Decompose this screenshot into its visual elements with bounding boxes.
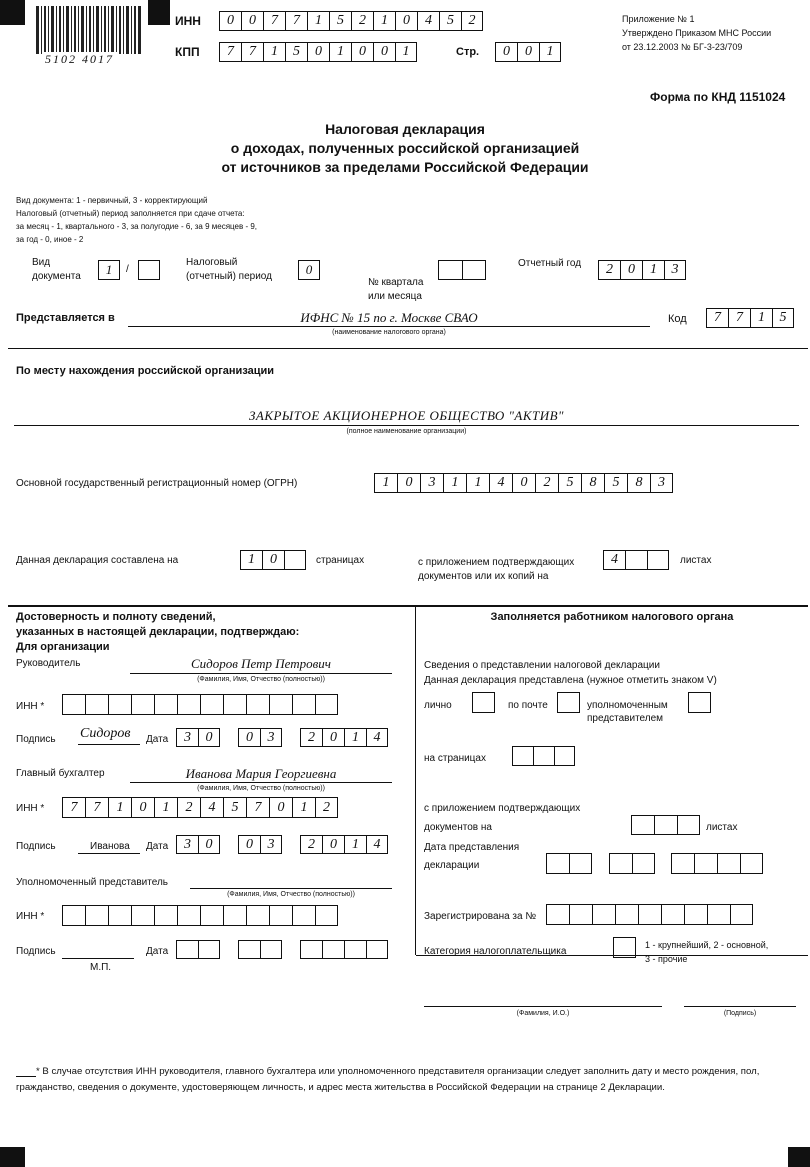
inn-digit-cell[interactable]: 1 bbox=[373, 11, 395, 31]
pages-label: Данная декларация составлена на bbox=[16, 555, 179, 566]
date-digit-cell[interactable]: 1 bbox=[344, 728, 366, 747]
year-digit-cell[interactable]: 1 bbox=[642, 260, 664, 280]
on-pages-digit-cell[interactable] bbox=[533, 746, 554, 766]
accountant-date-day bbox=[176, 835, 220, 854]
rep-date-month bbox=[238, 940, 282, 959]
rep-checkbox-label: уполномоченным bbox=[587, 700, 668, 711]
period-label: (отчетный) период bbox=[186, 271, 272, 282]
kpp-digit-cell[interactable]: 5 bbox=[285, 42, 307, 62]
corner-marker bbox=[0, 0, 25, 25]
registered-digit-cell[interactable] bbox=[661, 904, 684, 925]
attach-digit-cell[interactable] bbox=[625, 550, 647, 570]
code-digit-cell[interactable]: 5 bbox=[772, 308, 794, 328]
date-digit-cell[interactable]: 3 bbox=[176, 835, 198, 854]
inn-digit-cell[interactable]: 0 bbox=[241, 11, 263, 31]
note-line: Налоговый (отчетный) период заполняется при сдаче отчета: bbox=[16, 209, 245, 218]
accountant-name-line bbox=[130, 782, 392, 783]
ogrn-digit-cell[interactable]: 5 bbox=[558, 473, 581, 493]
document-title bbox=[190, 120, 620, 177]
rt-attach-digit-cell[interactable] bbox=[654, 815, 677, 835]
appendix-line: Утверждено Приказом МНС России bbox=[622, 28, 772, 38]
accountant-inn-digit-cell[interactable]: 7 bbox=[62, 797, 85, 818]
doc-type-slash: / bbox=[126, 264, 129, 275]
submission-digit-cell[interactable] bbox=[717, 853, 740, 874]
registered-label: Зарегистрирована за № bbox=[424, 911, 537, 922]
kpp-label: КПП bbox=[175, 45, 200, 59]
rep-inn-digit-cell[interactable] bbox=[62, 905, 85, 926]
by-mail-label: по почте bbox=[508, 700, 548, 711]
doc-type-label: Вид bbox=[32, 257, 51, 268]
accountant-label: Главный бухгалтер bbox=[16, 768, 105, 779]
location-label: По месту нахождения российской организации bbox=[16, 365, 275, 377]
inn-digit-cell[interactable]: 7 bbox=[263, 11, 285, 31]
date-digit-cell[interactable] bbox=[300, 940, 322, 959]
accountant-date-year bbox=[300, 835, 388, 854]
corner-marker bbox=[788, 1147, 810, 1167]
date-digit-cell[interactable]: 3 bbox=[260, 728, 282, 747]
doc-correction-value[interactable] bbox=[138, 260, 160, 280]
head-inn-digit-cell[interactable] bbox=[131, 694, 154, 715]
right-heading: Заполняется работником налогового органа bbox=[490, 611, 734, 623]
officer-name-line bbox=[424, 1006, 662, 1007]
attach-digit-cell[interactable] bbox=[647, 550, 669, 570]
column-divider bbox=[415, 605, 416, 955]
ogrn-digit-cell[interactable]: 8 bbox=[627, 473, 650, 493]
submission-month bbox=[609, 853, 655, 874]
accountant-inn-digit-cell[interactable]: 1 bbox=[108, 797, 131, 818]
quarter-label: № квартала bbox=[368, 277, 424, 288]
ogrn-digit-cell[interactable]: 4 bbox=[489, 473, 512, 493]
accountant-inn-digit-cell[interactable]: 1 bbox=[154, 797, 177, 818]
accountant-inn-digit-cell[interactable]: 0 bbox=[269, 797, 292, 818]
note-line: Вид документа: 1 - первичный, 3 - корректирующий bbox=[16, 196, 208, 205]
accountant-inn-cells bbox=[62, 797, 338, 818]
accountant-inn-digit-cell[interactable]: 0 bbox=[131, 797, 154, 818]
section-divider bbox=[8, 348, 808, 349]
head-date-day bbox=[176, 728, 220, 747]
ogrn-digit-cell[interactable]: 1 bbox=[374, 473, 397, 493]
head-label: Руководитель bbox=[16, 658, 81, 669]
head-name-line bbox=[130, 673, 392, 674]
ogrn-digit-cell[interactable]: 0 bbox=[512, 473, 535, 493]
appendix-line: от 23.12.2003 № БГ-3-23/709 bbox=[622, 42, 743, 52]
registered-digit-cell[interactable] bbox=[684, 904, 707, 925]
date-digit-cell[interactable] bbox=[344, 940, 366, 959]
accountant-inn-digit-cell[interactable]: 5 bbox=[223, 797, 246, 818]
date-digit-cell[interactable]: 2 bbox=[300, 835, 322, 854]
title-line: Налоговая декларация bbox=[325, 121, 485, 137]
officer-sign-caption: (Подпись) bbox=[723, 1010, 757, 1017]
inn-digit-cell[interactable]: 2 bbox=[351, 11, 373, 31]
kpp-digit-cell[interactable]: 7 bbox=[219, 42, 241, 62]
year-digit-cell[interactable]: 0 bbox=[620, 260, 642, 280]
accountant-inn-label: ИНН * bbox=[16, 803, 45, 814]
rep-sign-label: Подпись bbox=[16, 946, 56, 957]
ogrn-digit-cell[interactable]: 3 bbox=[650, 473, 673, 493]
kpp-digit-cell[interactable]: 1 bbox=[263, 42, 285, 62]
rep-inn-digit-cell[interactable] bbox=[200, 905, 223, 926]
date-digit-cell[interactable]: 0 bbox=[322, 835, 344, 854]
fio-caption: (Фамилия, Имя, Отчество (полностью)) bbox=[197, 676, 325, 683]
inn-cells bbox=[219, 11, 483, 31]
officer-name-caption: (Фамилия, И.О.) bbox=[516, 1010, 570, 1017]
period-value[interactable]: 0 bbox=[298, 260, 320, 280]
year-cells bbox=[598, 260, 686, 280]
date-digit-cell[interactable]: 0 bbox=[198, 728, 220, 747]
date-digit-cell[interactable]: 4 bbox=[366, 835, 388, 854]
head-inn-digit-cell[interactable] bbox=[292, 694, 315, 715]
fio-caption: (Фамилия, Имя, Отчество (полностью)) bbox=[227, 891, 355, 898]
registered-digit-cell[interactable] bbox=[707, 904, 730, 925]
head-name[interactable]: Сидоров Петр Петрович bbox=[191, 656, 331, 671]
accountant-inn-digit-cell[interactable]: 4 bbox=[200, 797, 223, 818]
quarter-cell[interactable] bbox=[438, 260, 462, 280]
year-digit-cell[interactable]: 2 bbox=[598, 260, 620, 280]
inn-digit-cell[interactable]: 0 bbox=[219, 11, 241, 31]
head-inn-digit-cell[interactable] bbox=[246, 694, 269, 715]
accountant-inn-digit-cell[interactable]: 1 bbox=[292, 797, 315, 818]
head-sign-line bbox=[78, 744, 140, 745]
date-digit-cell[interactable]: 3 bbox=[260, 835, 282, 854]
head-inn-digit-cell[interactable] bbox=[108, 694, 131, 715]
accountant-date-month bbox=[238, 835, 282, 854]
rep-inn-digit-cell[interactable] bbox=[315, 905, 338, 926]
ogrn-digit-cell[interactable]: 8 bbox=[581, 473, 604, 493]
rt-attach-digit-cell[interactable] bbox=[677, 815, 700, 835]
date-digit-cell[interactable] bbox=[322, 940, 344, 959]
lower-divider bbox=[8, 605, 808, 607]
code-digit-cell[interactable]: 7 bbox=[706, 308, 728, 328]
kpp-digit-cell[interactable]: 1 bbox=[329, 42, 351, 62]
ogrn-cells bbox=[374, 473, 673, 493]
date-digit-cell[interactable] bbox=[260, 940, 282, 959]
accountant-sign-line bbox=[78, 853, 140, 854]
head-inn-digit-cell[interactable] bbox=[85, 694, 108, 715]
pages-digit-cell[interactable]: 1 bbox=[240, 550, 262, 570]
accountant-sign-label: Подпись bbox=[16, 841, 56, 852]
attach-cells bbox=[603, 550, 669, 570]
attach-unit: листах bbox=[680, 555, 712, 566]
code-cells bbox=[706, 308, 794, 328]
by-mail-checkbox[interactable] bbox=[557, 692, 580, 713]
submission-date-label: декларации bbox=[424, 860, 480, 871]
inn-digit-cell[interactable]: 5 bbox=[439, 11, 461, 31]
right-info: Данная декларация представлена (нужное отметить знаком V) bbox=[424, 675, 717, 686]
pages-unit: страницах bbox=[316, 555, 365, 566]
head-date-month bbox=[238, 728, 282, 747]
ogrn-digit-cell[interactable]: 3 bbox=[420, 473, 443, 493]
tax-office-caption: (наименование налогового органа) bbox=[332, 329, 446, 336]
accountant-inn-digit-cell[interactable]: 2 bbox=[315, 797, 338, 818]
date-digit-cell[interactable] bbox=[238, 940, 260, 959]
date-digit-cell[interactable] bbox=[366, 940, 388, 959]
attach-label: с приложением подтверждающих bbox=[418, 557, 575, 568]
fio-caption: (Фамилия, Имя, Отчество (полностью)) bbox=[197, 785, 325, 792]
page-label: Стр. bbox=[456, 46, 480, 58]
date-digit-cell[interactable] bbox=[176, 940, 198, 959]
tax-office-name[interactable]: ИФНС № 15 по г. Москве СВАО bbox=[300, 310, 478, 325]
submitted-line bbox=[128, 326, 650, 327]
on-pages-digit-cell[interactable] bbox=[554, 746, 575, 766]
inn-digit-cell[interactable]: 4 bbox=[417, 11, 439, 31]
code-digit-cell[interactable]: 1 bbox=[750, 308, 772, 328]
notes bbox=[16, 194, 257, 246]
period-cells bbox=[298, 260, 323, 280]
rep-name-line bbox=[190, 888, 392, 889]
quarter-cell[interactable] bbox=[462, 260, 486, 280]
period-label: Налоговый bbox=[186, 257, 238, 268]
head-date-year bbox=[300, 728, 388, 747]
rep-checkbox[interactable] bbox=[688, 692, 711, 713]
date-digit-cell[interactable] bbox=[198, 940, 220, 959]
left-heading: Достоверность и полноту сведений, bbox=[16, 611, 216, 623]
date-digit-cell[interactable]: 0 bbox=[198, 835, 220, 854]
submission-digit-cell[interactable] bbox=[671, 853, 694, 874]
head-inn-digit-cell[interactable] bbox=[154, 694, 177, 715]
title-line: о доходах, полученных российской организацией bbox=[230, 140, 580, 156]
pages-digit-cell[interactable] bbox=[284, 550, 306, 570]
head-inn-digit-cell[interactable] bbox=[223, 694, 246, 715]
submission-digit-cell[interactable] bbox=[632, 853, 655, 874]
rt-attach-unit: листах bbox=[706, 822, 738, 833]
registered-digit-cell[interactable] bbox=[592, 904, 615, 925]
code-label: Код bbox=[668, 313, 687, 325]
rep-date-day bbox=[176, 940, 220, 959]
stamp-place: М.П. bbox=[90, 962, 112, 973]
accountant-inn-digit-cell[interactable]: 2 bbox=[177, 797, 200, 818]
submission-digit-cell[interactable] bbox=[740, 853, 763, 874]
kpp-digit-cell[interactable]: 1 bbox=[395, 42, 417, 62]
head-inn-cells bbox=[62, 694, 338, 715]
submitted-label: Представляется в bbox=[16, 312, 115, 324]
rep-inn-digit-cell[interactable] bbox=[131, 905, 154, 926]
date-digit-cell[interactable]: 2 bbox=[300, 728, 322, 747]
rep-sign-line bbox=[62, 958, 134, 959]
kpp-digit-cell[interactable]: 0 bbox=[373, 42, 395, 62]
date-digit-cell[interactable]: 3 bbox=[176, 728, 198, 747]
doc-correction-cells bbox=[138, 260, 163, 280]
note-line: за год - 0, иное - 2 bbox=[16, 235, 84, 244]
doc-type-cells bbox=[98, 260, 123, 280]
page-digit-cell[interactable]: 0 bbox=[517, 42, 539, 62]
page-digit-cell[interactable]: 1 bbox=[539, 42, 561, 62]
in-person-checkbox[interactable] bbox=[472, 692, 495, 713]
left-heading: Для организации bbox=[16, 641, 110, 653]
kpp-digit-cell[interactable]: 0 bbox=[351, 42, 373, 62]
ogrn-digit-cell[interactable]: 1 bbox=[443, 473, 466, 493]
rep-inn-digit-cell[interactable] bbox=[292, 905, 315, 926]
rep-checkbox-label: представителем bbox=[587, 713, 664, 724]
rep-inn-digit-cell[interactable] bbox=[177, 905, 200, 926]
rep-inn-digit-cell[interactable] bbox=[108, 905, 131, 926]
head-date-label: Дата bbox=[146, 734, 169, 745]
ogrn-digit-cell[interactable]: 0 bbox=[397, 473, 420, 493]
head-inn-digit-cell[interactable] bbox=[200, 694, 223, 715]
accountant-inn-digit-cell[interactable]: 7 bbox=[85, 797, 108, 818]
kpp-digit-cell[interactable]: 0 bbox=[307, 42, 329, 62]
rt-attach-label: документов на bbox=[424, 822, 492, 833]
by-mail-box bbox=[557, 692, 583, 713]
pages-digit-cell[interactable]: 0 bbox=[262, 550, 284, 570]
head-inn-digit-cell[interactable] bbox=[177, 694, 200, 715]
date-digit-cell[interactable]: 4 bbox=[366, 728, 388, 747]
rep-inn-digit-cell[interactable] bbox=[223, 905, 246, 926]
ogrn-digit-cell[interactable]: 5 bbox=[604, 473, 627, 493]
registered-digit-cell[interactable] bbox=[546, 904, 569, 925]
accountant-name[interactable]: Иванова Мария Георгиевна bbox=[185, 766, 337, 781]
head-inn-digit-cell[interactable] bbox=[62, 694, 85, 715]
footnote: * В случае отсутствия ИНН руководителя, главного бухгалтера или уполномоченного представителя организации следует заполнить дату и место рождения, пол, bbox=[36, 1066, 760, 1077]
head-inn-digit-cell[interactable] bbox=[315, 694, 338, 715]
left-heading: указанных в настоящей декларации, подтверждаю: bbox=[16, 626, 300, 638]
attach-digit-cell[interactable]: 4 bbox=[603, 550, 625, 570]
barcode bbox=[34, 6, 144, 64]
inn-digit-cell[interactable]: 2 bbox=[461, 11, 483, 31]
rep-label: Уполномоченный представитель bbox=[16, 877, 168, 888]
rt-attach-cells bbox=[631, 815, 700, 835]
pages-cells bbox=[240, 550, 306, 570]
category-legend: 3 - прочие bbox=[645, 954, 688, 964]
org-name[interactable]: ЗАКРЫТОЕ АКЦИОНЕРНОЕ ОБЩЕСТВО "АКТИВ" bbox=[248, 408, 565, 423]
category-label: Категория налогоплательщика bbox=[424, 946, 567, 957]
inn-label: ИНН bbox=[175, 14, 201, 28]
doc-type-value[interactable]: 1 bbox=[98, 260, 120, 280]
page-cells bbox=[495, 42, 561, 62]
on-pages-digit-cell[interactable] bbox=[512, 746, 533, 766]
ogrn-digit-cell[interactable]: 2 bbox=[535, 473, 558, 493]
org-name-line bbox=[14, 425, 799, 426]
officer-sign-line bbox=[684, 1006, 796, 1007]
inn-digit-cell[interactable]: 5 bbox=[329, 11, 351, 31]
registered-digit-cell[interactable] bbox=[569, 904, 592, 925]
org-name-caption: (полное наименование организации) bbox=[346, 428, 467, 435]
attach-label: документов или их копий на bbox=[418, 571, 549, 582]
head-signature[interactable]: Сидоров bbox=[80, 726, 131, 741]
page-digit-cell[interactable]: 0 bbox=[495, 42, 517, 62]
on-pages-label: на страницах bbox=[424, 753, 486, 764]
in-person-label: лично bbox=[424, 700, 452, 711]
appendix-line: Приложение № 1 bbox=[622, 14, 695, 24]
submission-year bbox=[671, 853, 763, 874]
ogrn-digit-cell[interactable]: 1 bbox=[466, 473, 489, 493]
registered-digit-cell[interactable] bbox=[615, 904, 638, 925]
quarter-cells bbox=[438, 260, 486, 280]
right-info: Сведения о представлении налоговой декларации bbox=[424, 660, 660, 671]
registered-digit-cell[interactable] bbox=[638, 904, 661, 925]
inn-digit-cell[interactable]: 1 bbox=[307, 11, 329, 31]
year-label: Отчетный год bbox=[518, 258, 582, 269]
kpp-digit-cell[interactable]: 7 bbox=[241, 42, 263, 62]
corner-marker bbox=[0, 1147, 25, 1167]
rep-inn-label: ИНН * bbox=[16, 911, 45, 922]
registered-cells bbox=[546, 904, 753, 925]
date-digit-cell[interactable]: 1 bbox=[344, 835, 366, 854]
date-digit-cell[interactable]: 0 bbox=[322, 728, 344, 747]
title-line: от источников за пределами Российской Федерации bbox=[221, 159, 589, 175]
rep-date-year bbox=[300, 940, 388, 959]
rep-inn-digit-cell[interactable] bbox=[246, 905, 269, 926]
ogrn-label: Основной государственный регистрационный номер (ОГРН) bbox=[16, 478, 298, 489]
corner-marker bbox=[148, 0, 170, 25]
rep-box bbox=[688, 692, 714, 713]
doc-type-label: документа bbox=[32, 271, 81, 282]
submission-digit-cell[interactable] bbox=[546, 853, 569, 874]
head-inn-label: ИНН * bbox=[16, 701, 45, 712]
submission-date-label: Дата представления bbox=[424, 842, 520, 853]
head-inn-digit-cell[interactable] bbox=[269, 694, 292, 715]
rep-date-label: Дата bbox=[146, 946, 169, 957]
year-digit-cell[interactable]: 3 bbox=[664, 260, 686, 280]
footnote-line bbox=[16, 1076, 36, 1077]
inn-digit-cell[interactable]: 0 bbox=[395, 11, 417, 31]
inn-digit-cell[interactable]: 7 bbox=[285, 11, 307, 31]
date-digit-cell[interactable]: 0 bbox=[238, 835, 260, 854]
category-box bbox=[613, 937, 639, 958]
accountant-signature[interactable]: Иванова bbox=[90, 841, 130, 852]
accountant-date-label: Дата bbox=[146, 841, 169, 852]
in-person-box bbox=[472, 692, 498, 713]
submission-digit-cell[interactable] bbox=[609, 853, 632, 874]
accountant-inn-digit-cell[interactable]: 7 bbox=[246, 797, 269, 818]
form-code: Форма по КНД 1151024 bbox=[650, 90, 786, 104]
submission-digit-cell[interactable] bbox=[569, 853, 592, 874]
quarter-label: или месяца bbox=[368, 291, 422, 302]
code-digit-cell[interactable]: 7 bbox=[728, 308, 750, 328]
rep-inn-digit-cell[interactable] bbox=[85, 905, 108, 926]
barcode-number: 5102 4017 bbox=[42, 52, 117, 67]
note-line: за месяц - 1, квартального - 3, за полугодие - 6, за 9 месяцев - 9, bbox=[16, 222, 257, 231]
kpp-cells bbox=[219, 42, 417, 62]
on-pages-cells bbox=[512, 746, 575, 766]
rep-inn-digit-cell[interactable] bbox=[269, 905, 292, 926]
category-legend: 1 - крупнейший, 2 - основной, bbox=[645, 940, 769, 950]
head-sign-label: Подпись bbox=[16, 734, 56, 745]
rep-inn-cells bbox=[62, 905, 338, 926]
date-digit-cell[interactable]: 0 bbox=[238, 728, 260, 747]
submission-day bbox=[546, 853, 592, 874]
footnote: гражданство, сведения о документе, удостоверяющем личность, и адрес места жительства в Российской Федерации на странице 2 Декларации. bbox=[16, 1082, 665, 1093]
submission-digit-cell[interactable] bbox=[694, 853, 717, 874]
registered-digit-cell[interactable] bbox=[730, 904, 753, 925]
category-cell[interactable] bbox=[613, 937, 636, 958]
rep-inn-digit-cell[interactable] bbox=[154, 905, 177, 926]
rt-attach-label: с приложением подтверждающих bbox=[424, 803, 581, 814]
rt-attach-digit-cell[interactable] bbox=[631, 815, 654, 835]
